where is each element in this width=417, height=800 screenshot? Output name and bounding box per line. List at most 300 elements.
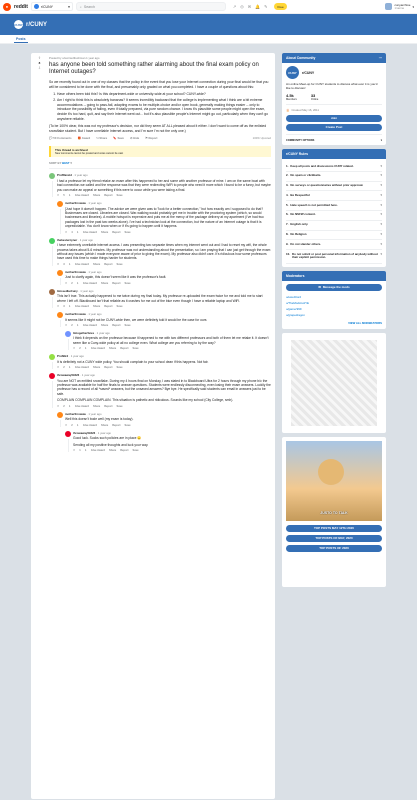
- rules-header: [282, 149, 386, 159]
- comment-paragraph: You are NOT an entitled snowflake. During my 4 hours final on Monday, I was stated in to Blackboard Ultra for 2 hours through my phone b/c the professor was available for half the finals to answer questions. Students were endlessly disconnecting, even losing their exam answers. Luckily the professor has a record of all *saved* answers, but the unsaved answers? Bye bye. He specifically said students can email in answers just to be safe.: [57, 378, 271, 396]
- comment-report-button[interactable]: Report: [104, 366, 113, 370]
- comment-author[interactable]: Imtogetherfares: [73, 330, 95, 335]
- community-banner-icon: CUNY: [14, 20, 23, 29]
- comment-header: ProfRancid · 1 year ago: [57, 173, 88, 178]
- chevron-down-icon: ▾: [380, 173, 382, 178]
- comment-share-button[interactable]: Share: [92, 305, 101, 309]
- rule-number: 8.: [286, 232, 289, 237]
- comment-report-button[interactable]: Report: [112, 281, 121, 285]
- rules-header-title: r/CUNY Rules: [286, 152, 308, 156]
- comment-score: 3: [63, 305, 65, 309]
- rule-text: English only.: [290, 222, 309, 227]
- comment: [49, 238, 271, 266]
- report-button[interactable]: ⚑ Report: [145, 136, 158, 141]
- rule-text: No NSFW content.: [290, 212, 316, 217]
- archived-title: This thread is archived: [55, 148, 88, 153]
- comment-share-button[interactable]: Share: [100, 423, 109, 427]
- comment-save-button[interactable]: Save: [132, 347, 139, 351]
- chevron-down-icon: ▾: [380, 202, 382, 207]
- comment: [49, 173, 271, 197]
- thread-line[interactable]: [60, 420, 61, 427]
- comment-age: 1 year ago: [88, 201, 102, 206]
- comment-score: 2: [63, 366, 65, 370]
- comment-header: motherthrowaw · 1 year ago: [65, 201, 102, 206]
- downvote-icon[interactable]: ⇩: [68, 404, 71, 408]
- avatar[interactable]: [49, 354, 55, 360]
- message-mods-button[interactable]: [286, 284, 382, 291]
- comment-report-button[interactable]: Report: [112, 423, 121, 427]
- comment-score: 3: [63, 262, 65, 266]
- thread-line[interactable]: [52, 297, 53, 308]
- thread-line[interactable]: [60, 278, 61, 285]
- comment-author[interactable]: throwaway09423: [73, 430, 96, 435]
- comment-paragraph: I had a professor let my friend retake an exam after this happened to her and some with another professor of mine. I am on the same boat with bad connection-we called and the response was that they were redirecting WiFi to people who need it more which I found to be a funny, but maybe you can make an appeal or something if this were to occur while you were taking a final.: [57, 178, 271, 192]
- comment-age: 1 year ago: [88, 269, 102, 274]
- username: cunyarchive: [394, 3, 411, 7]
- coins-icon[interactable]: ◎: [240, 4, 244, 9]
- chevron-down-icon: ▾: [380, 232, 382, 237]
- rule-text: Be Respectful: [290, 192, 310, 197]
- rule-item[interactable]: [286, 172, 382, 182]
- about-header: [282, 53, 386, 63]
- comment-author[interactable]: throwaway09423: [57, 373, 80, 378]
- community-selector-label: r/CUNY: [40, 4, 53, 9]
- thread-line[interactable]: [52, 181, 53, 197]
- upvote-icon[interactable]: ⇧: [73, 448, 76, 452]
- community-avatar: CUNY: [286, 66, 299, 79]
- thread-line[interactable]: [52, 246, 53, 266]
- thread-line[interactable]: [60, 320, 61, 327]
- post-list: [49, 92, 271, 121]
- comments-label: 50 Comments: [53, 136, 72, 141]
- comment-award-button[interactable]: Give Award: [82, 281, 97, 285]
- comment: [49, 289, 271, 308]
- comment-report-button[interactable]: Report: [120, 347, 129, 351]
- comment-age: 1 year ago: [80, 288, 94, 293]
- online-count: 33: [310, 93, 316, 98]
- comment: [65, 331, 271, 350]
- avatar[interactable]: [49, 238, 55, 244]
- comment-share-button[interactable]: Share: [100, 323, 109, 327]
- rule-text: No spam or clickbaits.: [290, 173, 322, 178]
- comment-actions: [65, 424, 271, 427]
- members-label: Members: [286, 98, 297, 101]
- comment-age: 1 year ago: [96, 330, 110, 335]
- chat-icon[interactable]: ✉: [247, 4, 252, 9]
- join-button[interactable]: Join: [286, 115, 382, 122]
- rule-text: Keep all posts and discussions CUNY related.: [290, 163, 354, 168]
- comments-button[interactable]: 💬 50 Comments: [49, 136, 72, 141]
- post-score: 8: [38, 61, 41, 65]
- comment-author[interactable]: motherthrowaw: [65, 269, 86, 274]
- award-label: Award: [81, 136, 91, 141]
- reddit-wordmark[interactable]: reddit: [14, 3, 28, 10]
- upvote-ratio: 100% Upvoted: [252, 136, 271, 141]
- community-options[interactable]: [286, 134, 382, 142]
- comment-paragraph: Good luck. Sucks such policies are in place 😞: [73, 436, 142, 441]
- avatar[interactable]: [49, 173, 55, 179]
- avatar[interactable]: [49, 373, 55, 379]
- comment-share-button[interactable]: Share: [100, 230, 109, 234]
- comment-text: [57, 360, 271, 364]
- upvote-icon[interactable]: ⇧: [57, 404, 60, 408]
- comment-share-button[interactable]: Share: [108, 448, 117, 452]
- top-posts-card: [282, 437, 386, 587]
- chevron-down-icon: ▾: [380, 183, 382, 188]
- comment-author[interactable]: thebesternyner: [57, 237, 78, 242]
- comment-save-button[interactable]: Save: [124, 323, 131, 327]
- doge-icon: [318, 459, 344, 485]
- comment-actions: [73, 347, 271, 350]
- comment-actions: [57, 405, 271, 408]
- mail-icon: ✉: [318, 285, 321, 290]
- moderators-header-title: Moderators: [286, 273, 305, 278]
- comment-award-button[interactable]: Give Award: [90, 347, 105, 351]
- chevron-down-icon: ▾: [412, 4, 414, 9]
- rule-text: No surveys or questionnaires without prior approval.: [290, 183, 364, 188]
- save-label: Save: [117, 136, 124, 141]
- post-meta: Posted by u/worriedfreshman 1 year ago: [49, 56, 100, 60]
- comment-age: 1 year ago: [88, 411, 102, 416]
- rule-item[interactable]: [286, 182, 382, 192]
- free-coins-label: Free: [277, 4, 284, 9]
- award-button[interactable]: 🎁 Award: [77, 136, 91, 141]
- comment-report-button[interactable]: Report: [104, 194, 113, 198]
- popular-icon[interactable]: ↗: [232, 4, 237, 9]
- avatar[interactable]: [57, 201, 63, 207]
- comment-save-button[interactable]: Save: [116, 194, 123, 198]
- rule-text: Hate speech is not permitted here.: [290, 202, 338, 207]
- comment-author[interactable]: ProfRancid: [57, 173, 72, 178]
- comment-save-button[interactable]: Save: [116, 305, 123, 309]
- rule-item[interactable]: [286, 211, 382, 221]
- community-title: r/CUNY: [26, 21, 48, 28]
- chevron-down-icon: ▾: [380, 192, 382, 197]
- comment-text: [65, 417, 271, 421]
- upvote-icon[interactable]: ⇧: [65, 281, 68, 285]
- comment-text: [65, 318, 271, 322]
- top-bar: [0, 0, 417, 14]
- comment-paragraph: It seems like it might not be CUNY-wide then, we were definitely told it would be the case for ours: [65, 317, 207, 322]
- comment-age: 1 year ago: [74, 173, 88, 178]
- comment-score: 5: [63, 194, 65, 198]
- downvote-icon[interactable]: ⇩: [76, 281, 79, 285]
- notification-icon[interactable]: 🔔: [255, 4, 261, 9]
- header-icons: [233, 4, 268, 9]
- comment-sort[interactable]: SORT BY BEST ▾: [49, 161, 271, 169]
- rule-item[interactable]: [286, 201, 382, 211]
- comment: [57, 412, 271, 427]
- comment-report-button[interactable]: Report: [112, 230, 121, 234]
- reddit-logo-icon[interactable]: ●: [3, 3, 11, 11]
- comment-paragraph: I have extremely unreliable internet access. I was presenting two separate times when my internet went out and I had to reset my wifi, the whole process takes about 5-6 minutes. My professor was not understanding about the presentation, so I am praying that I can just get through the exam without any issues (which I made everyone aware of prior to giving the exam). My professor also didn't care. It's ridiculous how some professors have used this time to make things harder for students.: [57, 243, 271, 261]
- downvote-icon[interactable]: ⇩: [68, 262, 71, 266]
- comment-text: [57, 179, 271, 192]
- sidebar: [282, 53, 386, 587]
- cake-icon: 🎂: [286, 108, 290, 112]
- comment-actions: [57, 366, 271, 369]
- search-icon: ⌕: [79, 4, 82, 9]
- created-text: Created May 16, 2011: [291, 108, 319, 112]
- comment-header: ProfBird · 1 year ago: [57, 354, 84, 359]
- comment-header: throwaway09423 · 1 year ago: [73, 430, 111, 435]
- comment-share-button[interactable]: Share: [92, 366, 101, 370]
- comment-share-button[interactable]: Share: [108, 347, 117, 351]
- thread-line[interactable]: [52, 381, 53, 408]
- rule-number: 5.: [286, 202, 289, 207]
- comment-text: [73, 436, 271, 447]
- message-mods-label: Message the mods: [322, 285, 350, 290]
- comment-award-button[interactable]: Give Award: [74, 194, 89, 198]
- top-posts-week-button[interactable]: TOP POSTS MAY 12TH 2020: [286, 525, 382, 532]
- comment-save-button[interactable]: Save: [116, 262, 123, 266]
- rule-number: 2.: [286, 173, 289, 178]
- rule-text: Do not slander others.: [290, 241, 322, 246]
- chevron-down-icon: ▾: [380, 241, 382, 246]
- comment-text: [65, 275, 271, 279]
- upvote-icon[interactable]: ⇧: [57, 194, 60, 198]
- post-content: [49, 80, 271, 133]
- comment-award-button[interactable]: Give Award: [74, 262, 89, 266]
- thread-line[interactable]: [68, 439, 69, 452]
- rule-number: 9.: [286, 241, 289, 246]
- thread-line[interactable]: [52, 362, 53, 369]
- comment-author[interactable]: motherthrowaw: [65, 312, 86, 317]
- create-post-button[interactable]: Create Post: [286, 124, 382, 131]
- community-selector[interactable]: [31, 2, 73, 11]
- community-name: r/CUNY: [302, 70, 315, 75]
- comment-paragraph: It is definitely not a CUNY wide policy. You should complain to your school dean if this happens. Not fair.: [57, 359, 209, 364]
- downvote-icon[interactable]: ⇩: [76, 323, 79, 327]
- comment: [65, 431, 271, 452]
- comment-paragraph: Well this doesn't bode well (my exam is today).: [65, 417, 134, 422]
- post-title[interactable]: has anyone been told something rather alarming about the final exam policy on Internet outages?: [49, 62, 259, 75]
- comment-score: 2: [71, 423, 73, 427]
- upvote-icon[interactable]: ⇧: [57, 366, 60, 370]
- comment-actions: [65, 231, 271, 234]
- rule-item[interactable]: [286, 250, 382, 264]
- comment-header: thebesternyner · 1 year ago: [57, 237, 93, 242]
- hide-button[interactable]: ⊘ Hide: [129, 136, 140, 141]
- rule-text: Do not solicit or post personal information of anybody without their explicit permission.: [292, 251, 378, 260]
- comment-paragraph: [Just hope it doesn't happen. The advice we were given was to "look for a better connection," but how exactly am I supposed to do that? Businesses are closed. Libraries are closed. War-walking would probably get me in trouble with the proctoring system (which, so would businesses and libraries). A mobile hotspot is expensive and puts me at the mercy of the package delivery at my apartment (I've had two packages lost in the past two weeks alone). I've had a technician look at the connection, but the nature of an Internet outage is that it is unpredictable. You don't know when or if it's going to happen until it happens.: [65, 206, 264, 229]
- chevron-down-icon: ▾: [380, 222, 382, 227]
- downvote-icon[interactable]: ⇩: [38, 66, 41, 70]
- comment-score: 2: [79, 347, 81, 351]
- thread-line[interactable]: [68, 339, 69, 350]
- comment-save-button[interactable]: Save: [132, 448, 139, 452]
- comment-actions: [73, 449, 271, 452]
- rule-number: 3.: [286, 183, 289, 188]
- avatar[interactable]: [65, 431, 71, 437]
- moderator-link[interactable]: u/ewerblord: [286, 294, 302, 299]
- community-nav: [0, 35, 417, 44]
- avatar: [385, 3, 392, 10]
- downvote-icon[interactable]: ⇩: [84, 448, 87, 452]
- comment-score: 1: [79, 448, 81, 452]
- comment-header: ImissedbeCuny · 1 year ago: [57, 288, 94, 293]
- avatar[interactable]: [49, 289, 55, 295]
- comment-list: [49, 173, 271, 451]
- comment-save-button[interactable]: Save: [116, 366, 123, 370]
- avatar[interactable]: [65, 331, 71, 337]
- comment-actions: [57, 305, 271, 308]
- top-posts-month-button[interactable]: TOP POSTS OF MAY, 2020: [286, 535, 382, 542]
- share-button[interactable]: ↪ Share: [96, 136, 108, 141]
- comment-text: [57, 379, 271, 403]
- upvote-icon[interactable]: ⇧: [73, 347, 76, 351]
- comment: [57, 201, 271, 234]
- rule-item[interactable]: [286, 221, 382, 231]
- comment-award-button[interactable]: Give Award: [82, 323, 97, 327]
- post-list-item: 1. Have others been told this? Is this department-wide or university-wide at your school? CUNY-wide?: [57, 92, 271, 97]
- tab-posts[interactable]: Posts: [16, 37, 26, 41]
- comment-award-button[interactable]: Give Award: [74, 404, 89, 408]
- comment-share-button[interactable]: Share: [100, 281, 109, 285]
- free-coins-button[interactable]: [274, 3, 286, 10]
- comment-save-button[interactable]: Save: [124, 423, 131, 427]
- comment-award-button[interactable]: Give Award: [74, 305, 89, 309]
- post-vote-column: [31, 53, 48, 70]
- comment-report-button[interactable]: Report: [112, 323, 121, 327]
- rule-item[interactable]: [286, 231, 382, 241]
- avatar[interactable]: [57, 270, 63, 276]
- upvote-icon[interactable]: ⇧: [65, 323, 68, 327]
- top-posts-year-button[interactable]: TOP POSTS OF 2020: [286, 545, 382, 552]
- comment-save-button[interactable]: Save: [124, 281, 131, 285]
- comment-text: [73, 336, 271, 345]
- comment-share-button[interactable]: Share: [92, 404, 101, 408]
- downvote-icon[interactable]: ⇩: [68, 305, 71, 309]
- upvote-icon[interactable]: ⇧: [65, 423, 68, 427]
- comment-text: [57, 243, 271, 261]
- comment-share-button[interactable]: Share: [92, 262, 101, 266]
- moderator-link[interactable]: u/gamer999: [286, 306, 302, 311]
- comment-report-button[interactable]: Report: [104, 404, 113, 408]
- chevron-down-icon: ▾: [68, 4, 70, 9]
- rules-card: [282, 149, 386, 267]
- comment-award-button[interactable]: Give Award: [82, 230, 97, 234]
- save-button[interactable]: 🔖 Save: [113, 136, 124, 141]
- post-paragraph: So we recently found out in one of my classes that the policy in the event that you lose your Internet connection during your final would be that you will be considered to be done with the final, and presumably only graded on what you completed. I have a couple of questions about this:: [49, 80, 269, 89]
- downvote-icon[interactable]: ⇩: [76, 423, 79, 427]
- moderator-link[interactable]: u/grapedragon: [286, 312, 305, 317]
- more-options-icon[interactable]: ⋯: [378, 56, 382, 60]
- comment-actions: [65, 324, 271, 327]
- comment-age: 1 year ago: [88, 312, 102, 317]
- comment-award-button[interactable]: Give Award: [90, 448, 105, 452]
- comment-score: 2: [71, 323, 73, 327]
- upvote-icon[interactable]: ⇧: [57, 262, 60, 266]
- upvote-icon[interactable]: ⇧: [38, 56, 41, 60]
- comment-save-button[interactable]: Save: [124, 230, 131, 234]
- comment-header: motherthrowaw · 1 year ago: [65, 411, 102, 416]
- community-icon: [34, 4, 39, 9]
- rule-item[interactable]: [286, 162, 382, 172]
- comment-score: 2: [63, 404, 65, 408]
- comment-report-button[interactable]: Report: [104, 305, 113, 309]
- comment-text: [57, 294, 271, 303]
- comment-header: Imtogetherfares · 1 year ago: [73, 330, 110, 335]
- user-menu[interactable]: [385, 3, 414, 10]
- avatar[interactable]: [57, 412, 63, 418]
- create-post-icon[interactable]: ✎: [264, 4, 268, 9]
- avatar[interactable]: [57, 312, 63, 318]
- sort-label: SORT BY: [49, 161, 62, 166]
- ad-placeholder: [291, 340, 377, 426]
- members-count: 4.5k: [286, 93, 294, 98]
- rules-list: [282, 159, 386, 267]
- advertisement[interactable]: [282, 333, 386, 433]
- view-all-moderators[interactable]: VIEW ALL MODERATORS: [348, 320, 382, 325]
- comment-paragraph: Sending all my positive thoughts and luck your way.: [73, 442, 149, 447]
- comment-age: 1 year ago: [81, 373, 95, 378]
- created-date: [286, 105, 382, 115]
- chevron-down-icon: ▾: [380, 163, 382, 168]
- meme-caption: JUSTO TO TALK: [320, 510, 348, 515]
- community-description: An online Meet-up for CUNY students to discuss what ever it is you'd like to discuss!: [286, 82, 378, 90]
- search-placeholder: Search: [83, 4, 95, 9]
- moderators-header: [282, 271, 386, 281]
- comment-author[interactable]: ProfBird: [57, 354, 69, 359]
- archived-subtitle: New comments cannot be posted and votes cannot be cast: [55, 152, 124, 156]
- comment-award-button[interactable]: Give Award: [82, 423, 97, 427]
- downvote-icon[interactable]: ⇩: [68, 194, 71, 198]
- rule-item[interactable]: [286, 191, 382, 201]
- karma-count: 1 karma: [394, 7, 404, 10]
- comment-author[interactable]: ImissedbeCuny: [57, 288, 78, 293]
- online-label: Online: [310, 98, 319, 101]
- search-input[interactable]: [76, 2, 226, 11]
- hide-label: Hide: [133, 136, 140, 141]
- downvote-icon[interactable]: ⇩: [68, 366, 71, 370]
- upvote-icon[interactable]: ⇧: [57, 305, 60, 309]
- comment-actions: [57, 194, 271, 197]
- comment: [49, 354, 271, 369]
- comment-report-button[interactable]: Report: [104, 262, 113, 266]
- post-body: [49, 56, 271, 456]
- chevron-down-icon: ▾: [380, 139, 382, 142]
- downvote-icon[interactable]: ⇩: [84, 347, 87, 351]
- thread-line[interactable]: [60, 209, 61, 234]
- comment-report-button[interactable]: Report: [120, 448, 129, 452]
- post-list-item: 2. Am I right to think this is absolutely bananas? It seems incredibly backward that the college is implementing what I think are a bit extreme accommodations -- going to pass-fail, adapting exams to be multiple-choice and/or open book, generally making things easier -- only to introduce the possibility of failing, even if totally prepared, via pure random chance. I know it's plausible some people might open the exam, decide it's too hard, quit, and say their Internet went out... but it's also plausible people's Internet might go out, particularly when they can't go anywhere reliable.: [57, 98, 271, 121]
- moderator-link[interactable]: u/TheModsGofYE: [286, 300, 309, 305]
- comment-paragraph: Just to clarify again, this doesn't seem like it was the professor's fault.: [65, 275, 167, 280]
- upvote-icon[interactable]: ⇧: [65, 230, 68, 234]
- comment-age: 1 year ago: [79, 237, 93, 242]
- comment: [57, 312, 271, 327]
- doge-meme-image: [286, 441, 382, 521]
- comment-author[interactable]: motherthrowaw: [65, 201, 86, 206]
- report-label: Report: [148, 136, 158, 141]
- post-card: [31, 53, 275, 799]
- comment-author[interactable]: motherthrowaw: [65, 411, 86, 416]
- rule-item[interactable]: [286, 240, 382, 250]
- rule-text: No Religion: [290, 232, 307, 237]
- share-label: Share: [99, 136, 108, 141]
- comment-award-button[interactable]: Give Award: [74, 366, 89, 370]
- comment-header: throwaway09423 · 1 year ago: [57, 373, 95, 378]
- rule-number: 7.: [286, 222, 289, 227]
- comment-header: motherthrowaw · 1 year ago: [65, 312, 102, 317]
- comment-paragraph: This isn't true. This actually happened to me twice during my final today. My professor re-uploaded the exam twice for me and told me to start where I left off. Blackboard isn't that reliable as it crashes for me out of the blue even though I have a reliable laptop and WiFi.: [57, 294, 263, 303]
- comment-share-button[interactable]: Share: [92, 194, 101, 198]
- comment-save-button[interactable]: Save: [116, 404, 123, 408]
- downvote-icon[interactable]: ⇩: [76, 230, 79, 234]
- moderators-card: [282, 271, 386, 329]
- comment-score: 2: [71, 281, 73, 285]
